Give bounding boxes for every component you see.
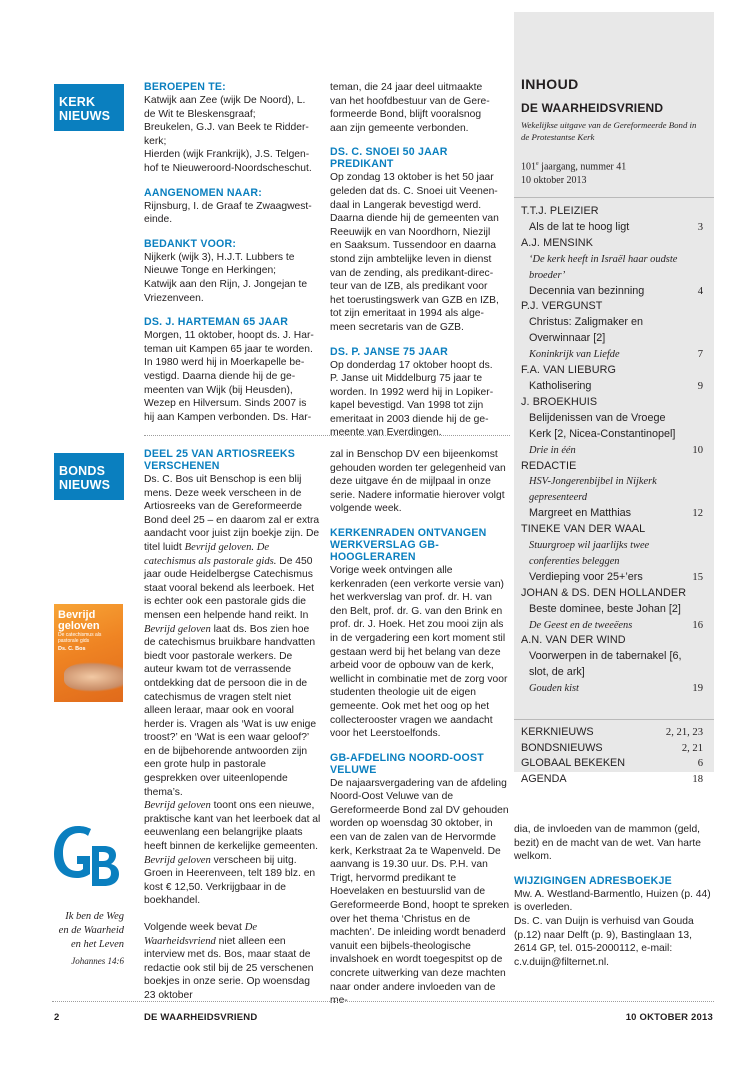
text-line: kapel bevestigd. Van 1998 tot zijn bbox=[330, 400, 484, 412]
section-heading: BEDANKT VOOR: bbox=[144, 237, 237, 250]
toc-item-title: Drie in één bbox=[529, 444, 576, 456]
toc-item-title: Voorwerpen in de tabernakel [6, slot, de ark] bbox=[529, 650, 682, 679]
toc-item[interactable] bbox=[521, 284, 706, 300]
section-heading: BEROEPEN TE: bbox=[144, 81, 226, 93]
text-line: einde. bbox=[144, 214, 173, 226]
harteman-text bbox=[144, 329, 322, 424]
text-line: teman, die 24 jaar deel uitmaakte bbox=[330, 82, 483, 93]
toc-item[interactable] bbox=[521, 252, 706, 284]
toc-page-number: 9 bbox=[697, 380, 703, 392]
magazine-name: DE WAARHEIDSVRIEND bbox=[521, 101, 664, 115]
contents-title: INHOUD bbox=[521, 76, 579, 92]
text-line: daal in Langerak bevestigd werd. bbox=[330, 199, 482, 211]
label-line: NIEUWS bbox=[59, 478, 111, 492]
text-line: formeerde Bond, blijft vooralsnog bbox=[330, 109, 482, 121]
text-line: aan zijn gemeente verbonden. bbox=[330, 122, 469, 134]
magazine-subtitle: Wekelijkse uitgave van de Gereformeerde Bond in de Protestantse Kerk bbox=[521, 120, 697, 142]
text-line: Hierden (wijk Frankrijk), J.S. Telgen- bbox=[144, 149, 310, 161]
rubriek-item[interactable] bbox=[521, 772, 706, 788]
toc-item-title: Belijdenissen van de Vroege Kerk [2, Nicea-Constantinopel] bbox=[529, 411, 676, 440]
bonds-column-1 bbox=[144, 448, 321, 1003]
section-heading: WIJZIGINGEN ADRESBOEKJE bbox=[514, 874, 672, 887]
text-line: geleden dat ds. C. Snoei uit Veenen- bbox=[330, 185, 498, 197]
text-line: P. Janse uit Middelburg 75 jaar te bbox=[330, 373, 483, 385]
rubriek-name: AGENDA bbox=[521, 773, 567, 786]
toc-item-title: Christus: Zaligmaker en Overwinnaar [2] bbox=[529, 316, 644, 345]
text-line: Wezep en Hilversum. Sinds 2007 is bbox=[144, 398, 307, 410]
bonds-column-3 bbox=[514, 823, 714, 969]
toc-item-title: Verdieping voor 25+’ers bbox=[529, 570, 643, 583]
sidebar-rule bbox=[514, 197, 714, 198]
paragraph: De najaarsvergadering van de afdeling Noord-Oost Veluwe van de Gereformeerde Bond zal DV gehouden worden op woensdag 30 oktober, in een van de zalen van de Hervormde kerk, Kerkstraat 2a te Wapenveld. De aanvang is 19.30 uur. Ds. P.H. van Trigt, hervormd predikant te Hoevelaken en bestuurslid van de Gereformeerde Bond, hoopt te spreken over het thema ‘Christus en de machten’. De inleiding wordt benaderd vanuit een bijbels-theologische invalshoek en wordt toegespitst op de concrete uitwerking van deze machten naar onder andere invloeden van de me- bbox=[330, 777, 510, 1007]
text-line: Vriezenveen. bbox=[144, 292, 204, 304]
toc-item[interactable] bbox=[521, 347, 706, 363]
toc-item[interactable] bbox=[521, 474, 706, 506]
section-heading: DEEL 25 VAN ARTIOSREEKS VERSCHENEN bbox=[144, 448, 295, 472]
toc-item-title: HSV-Jongerenbijbel in Nijkerk gepresenteerd bbox=[529, 476, 657, 504]
text-line: Katwijk aan Zee (wijk De Noord), L. bbox=[144, 95, 306, 106]
rubriek-pages: 18 bbox=[692, 774, 703, 786]
book-cover-image bbox=[54, 604, 123, 702]
section-heading: GB-AFDELING NOORD-OOST VELUWE bbox=[330, 751, 484, 776]
label-line: BONDS bbox=[59, 464, 106, 478]
sidebar-rule bbox=[514, 719, 714, 720]
text-line: teur van de IZB, als predikant voor bbox=[330, 281, 488, 293]
rubriek-pages: 2, 21 bbox=[681, 742, 703, 754]
toc-page-number: 15 bbox=[692, 571, 703, 583]
book-author: Ds. C. Bos bbox=[58, 646, 86, 652]
section-heading: DS. J. HARTEMAN 65 JAAR bbox=[144, 316, 289, 329]
rubriek-pages: 2, 21, 23 bbox=[665, 727, 703, 738]
toc-item[interactable] bbox=[521, 538, 706, 570]
text-line: Daarna diende hij de gemeenten van bbox=[330, 213, 499, 225]
bedankt-list bbox=[144, 251, 322, 305]
toc-item[interactable] bbox=[521, 220, 706, 236]
paragraph: Bevrijd geloven toont ons een nieuwe, praktische kant van het leerboek dat al eeuwenlang een belangrijke plaats heeft binnen de kerkelijke gemeenten. bbox=[144, 800, 321, 853]
toc-item[interactable] bbox=[521, 570, 706, 586]
text-line: van de zending, als predikant-direc- bbox=[330, 267, 494, 279]
issue-info: 101e jaargang, nummer 41 10 oktober 2013 bbox=[521, 161, 627, 187]
section-heading: DS. C. SNOEI 50 JAAR PREDIKANT bbox=[330, 146, 448, 171]
paragraph: Mw. A. Westland-Barmentlo, Huizen (p. 44) is overleden. bbox=[514, 888, 711, 914]
toc-author: A.N. VAN DER WIND bbox=[521, 634, 626, 647]
toc-item-title: Als de lat te hoog ligt bbox=[529, 220, 630, 233]
text-line: Rijnsburg, I. de Graaf te Zwaagwest- bbox=[144, 200, 312, 212]
paragraph: Ds. C. Bos uit Benschop is een blij mens. Deze week verscheen in de Artiosreeks van de Gereformeerde Bond deel 25 – en daarom zal er extra aandacht voor juist zijn boekje zijn. De titel luidt Bevrijd geloven. De catechismus als pastorale gids. De 450 jaar oude Heidelbergse Catechismus staat vooral bekend als leerboek. Het is echter ook een pastorale gids die mensen een helpende hand reikt. In Bevrijd geloven laat ds. Bos zien hoe de catechismus bruikbare handvatten biedt voor pastorale werkers. De auteur kwam tot de verrassende ontdekking dat de persoon die in de catechismus de vragen stelt niet alleen leraar, maar ook en vooral herder is. Vragen als ‘Wat is uw enige troost?’ en ‘Wat is een waar geloof?’ en de bijbehorende antwoorden zijn een grote hulp in pastorale gesprekken over uiteenlopende thema’s. bbox=[144, 474, 320, 798]
kerk-column-2 bbox=[330, 81, 510, 440]
paragraph: Ds. C. van Duijn is verhuisd van Gouda (p.12) naar Delft (p. 9), Bastinglaan 13, 2614 GP, tel. 015-2000112, e-mail: c.v.duijn@filternet.nl. bbox=[514, 915, 694, 968]
paragraph: dia, de invloeden van de mammon (geld, bezit) en de macht van de wet. Van harte welkom. bbox=[514, 824, 701, 863]
text-line: kerk; bbox=[144, 135, 167, 147]
text-line: In 1980 werd hij in Moerkapelle be- bbox=[144, 357, 305, 369]
paragraph: Bevrijd geloven verscheen bij uitg. Groen in Heerenveen, telt 189 blz. en kost € 12,50. Verkrijgbaar in de boekhandel. bbox=[144, 854, 316, 907]
toc-page-number: 10 bbox=[692, 444, 703, 456]
toc-item-title: Margreet en Matthias bbox=[529, 507, 632, 520]
toc-item-title: Beste dominee, beste Johan [2] bbox=[529, 602, 681, 615]
label-line: NIEUWS bbox=[59, 109, 111, 123]
footer-divider bbox=[52, 1001, 714, 1002]
hand-graphic bbox=[64, 662, 123, 692]
toc-author: JOHAN & DS. DEN HOLLANDER bbox=[521, 586, 687, 599]
toc-page-number: 19 bbox=[692, 683, 703, 695]
kerk-nieuws-label bbox=[54, 84, 124, 131]
section-divider bbox=[144, 435, 510, 436]
snoei-text bbox=[330, 171, 510, 334]
text-line: Op zondag 13 oktober is het 50 jaar bbox=[330, 172, 494, 184]
toc-item-title: ‘De kerk heeft in Israël haar oudste broeder’ bbox=[529, 253, 678, 281]
book-title: Bevrijd geloven bbox=[58, 609, 100, 632]
janse-text bbox=[330, 359, 510, 441]
text-line: worden. In 1992 werd hij in Lopiker- bbox=[330, 386, 494, 398]
kerk-column-1 bbox=[144, 81, 322, 424]
page-number: 2 bbox=[54, 1012, 60, 1023]
rubriek-item[interactable] bbox=[521, 725, 706, 741]
toc-item[interactable] bbox=[521, 649, 706, 681]
text-line: Morgen, 11 oktober, hoopt ds. J. Har- bbox=[144, 330, 314, 342]
text-line: Katwijk aan den Rijn, J. Jongejan te bbox=[144, 278, 308, 290]
rubrieken-list bbox=[521, 725, 706, 788]
text-line: van het hoofdbestuur van de Gere- bbox=[330, 95, 490, 107]
quote-line: Ik ben de Weg bbox=[65, 911, 124, 922]
text-line: meente van Everdingen. bbox=[330, 427, 442, 439]
text-line: stond zijn ambtelijke leven in dienst bbox=[330, 253, 492, 265]
rubriek-item[interactable] bbox=[521, 756, 706, 772]
toc-item-title: Katholisering bbox=[529, 379, 592, 392]
toc-author: T.T.J. PLEIZIER bbox=[521, 205, 599, 217]
toc-item[interactable] bbox=[521, 379, 706, 395]
rubriek-pages: 6 bbox=[697, 758, 703, 770]
text-line: emeritaat in 2003 diende hij de ge- bbox=[330, 413, 489, 425]
text-line: het toerustingswerk van GZB en IZB, bbox=[330, 294, 499, 306]
harteman-continued bbox=[330, 81, 510, 135]
paragraph: Volgende week bevat De Waarheidsvriend niet alleen een interview met ds. Bos, maar staat de redactie ook stil bij de 25 verschenen boekjes in onze serie. Op woensdag 23 oktober bbox=[144, 922, 314, 1001]
text-line: vestigd. Daarna diende hij de ge- bbox=[144, 370, 296, 382]
text-line: en Saaksum. Tussendoor en daarna bbox=[330, 240, 497, 252]
toc-item-title: Decennia van bezinning bbox=[529, 284, 645, 297]
text-line: meen secretaris van de GZB. bbox=[330, 321, 464, 333]
toc-author: A.J. MENSINK bbox=[521, 236, 593, 249]
text-line: tot zijn emeritaat in 1994 als alge- bbox=[330, 308, 484, 320]
table-of-contents bbox=[521, 204, 706, 697]
footer-magazine-name: DE WAARHEIDSVRIEND bbox=[144, 1012, 258, 1023]
toc-item[interactable] bbox=[521, 411, 706, 443]
quote-line: en de Waarheid bbox=[58, 924, 124, 936]
rubriek-name: BONDSNIEUWS bbox=[521, 741, 603, 754]
footer-date: 10 OKTOBER 2013 bbox=[625, 1012, 713, 1023]
toc-item[interactable] bbox=[521, 681, 706, 697]
rubriek-item[interactable] bbox=[521, 741, 706, 757]
toc-item-title: Stuurgroep wil jaarlijks twee conferenties beleggen bbox=[529, 540, 650, 567]
bonds-column-2 bbox=[330, 448, 510, 1008]
toc-page-number: 7 bbox=[697, 349, 703, 361]
toc-author: J. BROEKHUIS bbox=[521, 395, 598, 408]
toc-item-title: Koninkrijk van Liefde bbox=[529, 349, 620, 361]
toc-author: P.J. VERGUNST bbox=[521, 300, 603, 313]
text-line: Reeuwijk en van Noordhorn, Niezijl bbox=[330, 226, 491, 238]
toc-item[interactable] bbox=[521, 443, 706, 459]
aangenomen-list bbox=[144, 200, 322, 227]
toc-page-number: 12 bbox=[692, 508, 703, 520]
text-line: hij aan Kampen verbonden. Ds. Har- bbox=[144, 411, 312, 423]
section-heading: AANGENOMEN NAAR: bbox=[144, 186, 262, 199]
toc-item-title: De Geest en de tweeëens bbox=[529, 619, 633, 631]
toc-item-title: Gouden kist bbox=[529, 683, 579, 695]
text-line: Nieuwe Tonge en Herkingen; bbox=[144, 265, 277, 277]
label-line: KERK bbox=[59, 95, 96, 109]
text-line: de Wit te Bleskensgraaf; bbox=[144, 108, 256, 120]
toc-page-number: 3 bbox=[697, 221, 703, 233]
section-heading: KERKENRADEN ONTVANGEN WERKVERSLAG GB-HOOGLERAREN bbox=[330, 526, 487, 563]
toc-author: REDACTIE bbox=[521, 459, 577, 472]
text-line: Op donderdag 17 oktober hoopt ds. bbox=[330, 359, 493, 371]
gb-logo-icon bbox=[50, 816, 122, 896]
rubriek-name: GLOBAAL BEKEKEN bbox=[521, 757, 626, 770]
rubriek-name: KERKNIEUWS bbox=[521, 726, 594, 738]
toc-item[interactable] bbox=[521, 602, 706, 618]
bonds-nieuws-label bbox=[54, 453, 124, 500]
beroepen-list bbox=[144, 94, 322, 176]
section-heading: DS. P. JANSE 75 JAAR bbox=[330, 345, 449, 358]
text-line: Breukelen, G.J. van Beek te Ridder- bbox=[144, 122, 309, 134]
toc-page-number: 16 bbox=[692, 619, 703, 631]
toc-page-number: 4 bbox=[697, 285, 703, 297]
bible-quote bbox=[40, 910, 124, 969]
toc-item[interactable] bbox=[521, 618, 706, 634]
text-line: hof te Nieuweroord-Noordscheschut. bbox=[144, 162, 312, 174]
text-line: Nijkerk (wijk 3), H.J.T. Lubbers te bbox=[144, 251, 295, 263]
toc-author: F.A. VAN LIEBURG bbox=[521, 364, 616, 377]
quote-line: en het Leven bbox=[70, 938, 124, 950]
quote-reference: Johannes 14:6 bbox=[71, 956, 124, 967]
toc-item[interactable] bbox=[521, 506, 706, 522]
paragraph: Vorige week ontvingen alle kerkenraden (een verkorte versie van) het werkverslag van prof. dr. H. van den Belt, prof. dr. G. van den Brink en prof. dr. J. Hoek. Het zou mooi zijn als in de vergadering een kort moment stil gestaan werd bij het belang van deze arbeid voor de opbouw van de kerk, wellicht in combinatie met de zorg voor studenten theologie uit de eigen gemeente. Ook met het oog op het collecterooster vragen we aandacht voor het Leerstoelfonds. bbox=[330, 564, 508, 740]
book-subtitle: De catechismus als pastorale gids bbox=[58, 632, 102, 644]
text-line: meenten van Wijk (bij Heusden), bbox=[144, 384, 293, 396]
paragraph: zal in Benschop DV een bijeenkomst gehouden worden ter gelegenheid van deze uitgave én de mijlpaal in onze serie. Nadere informatie hierover volgt volgende week. bbox=[330, 449, 506, 515]
text-line: teman uit Kampen 65 jaar te worden. bbox=[144, 343, 313, 355]
toc-item[interactable] bbox=[521, 315, 706, 347]
toc-author: TINEKE VAN DER WAAL bbox=[521, 523, 646, 536]
